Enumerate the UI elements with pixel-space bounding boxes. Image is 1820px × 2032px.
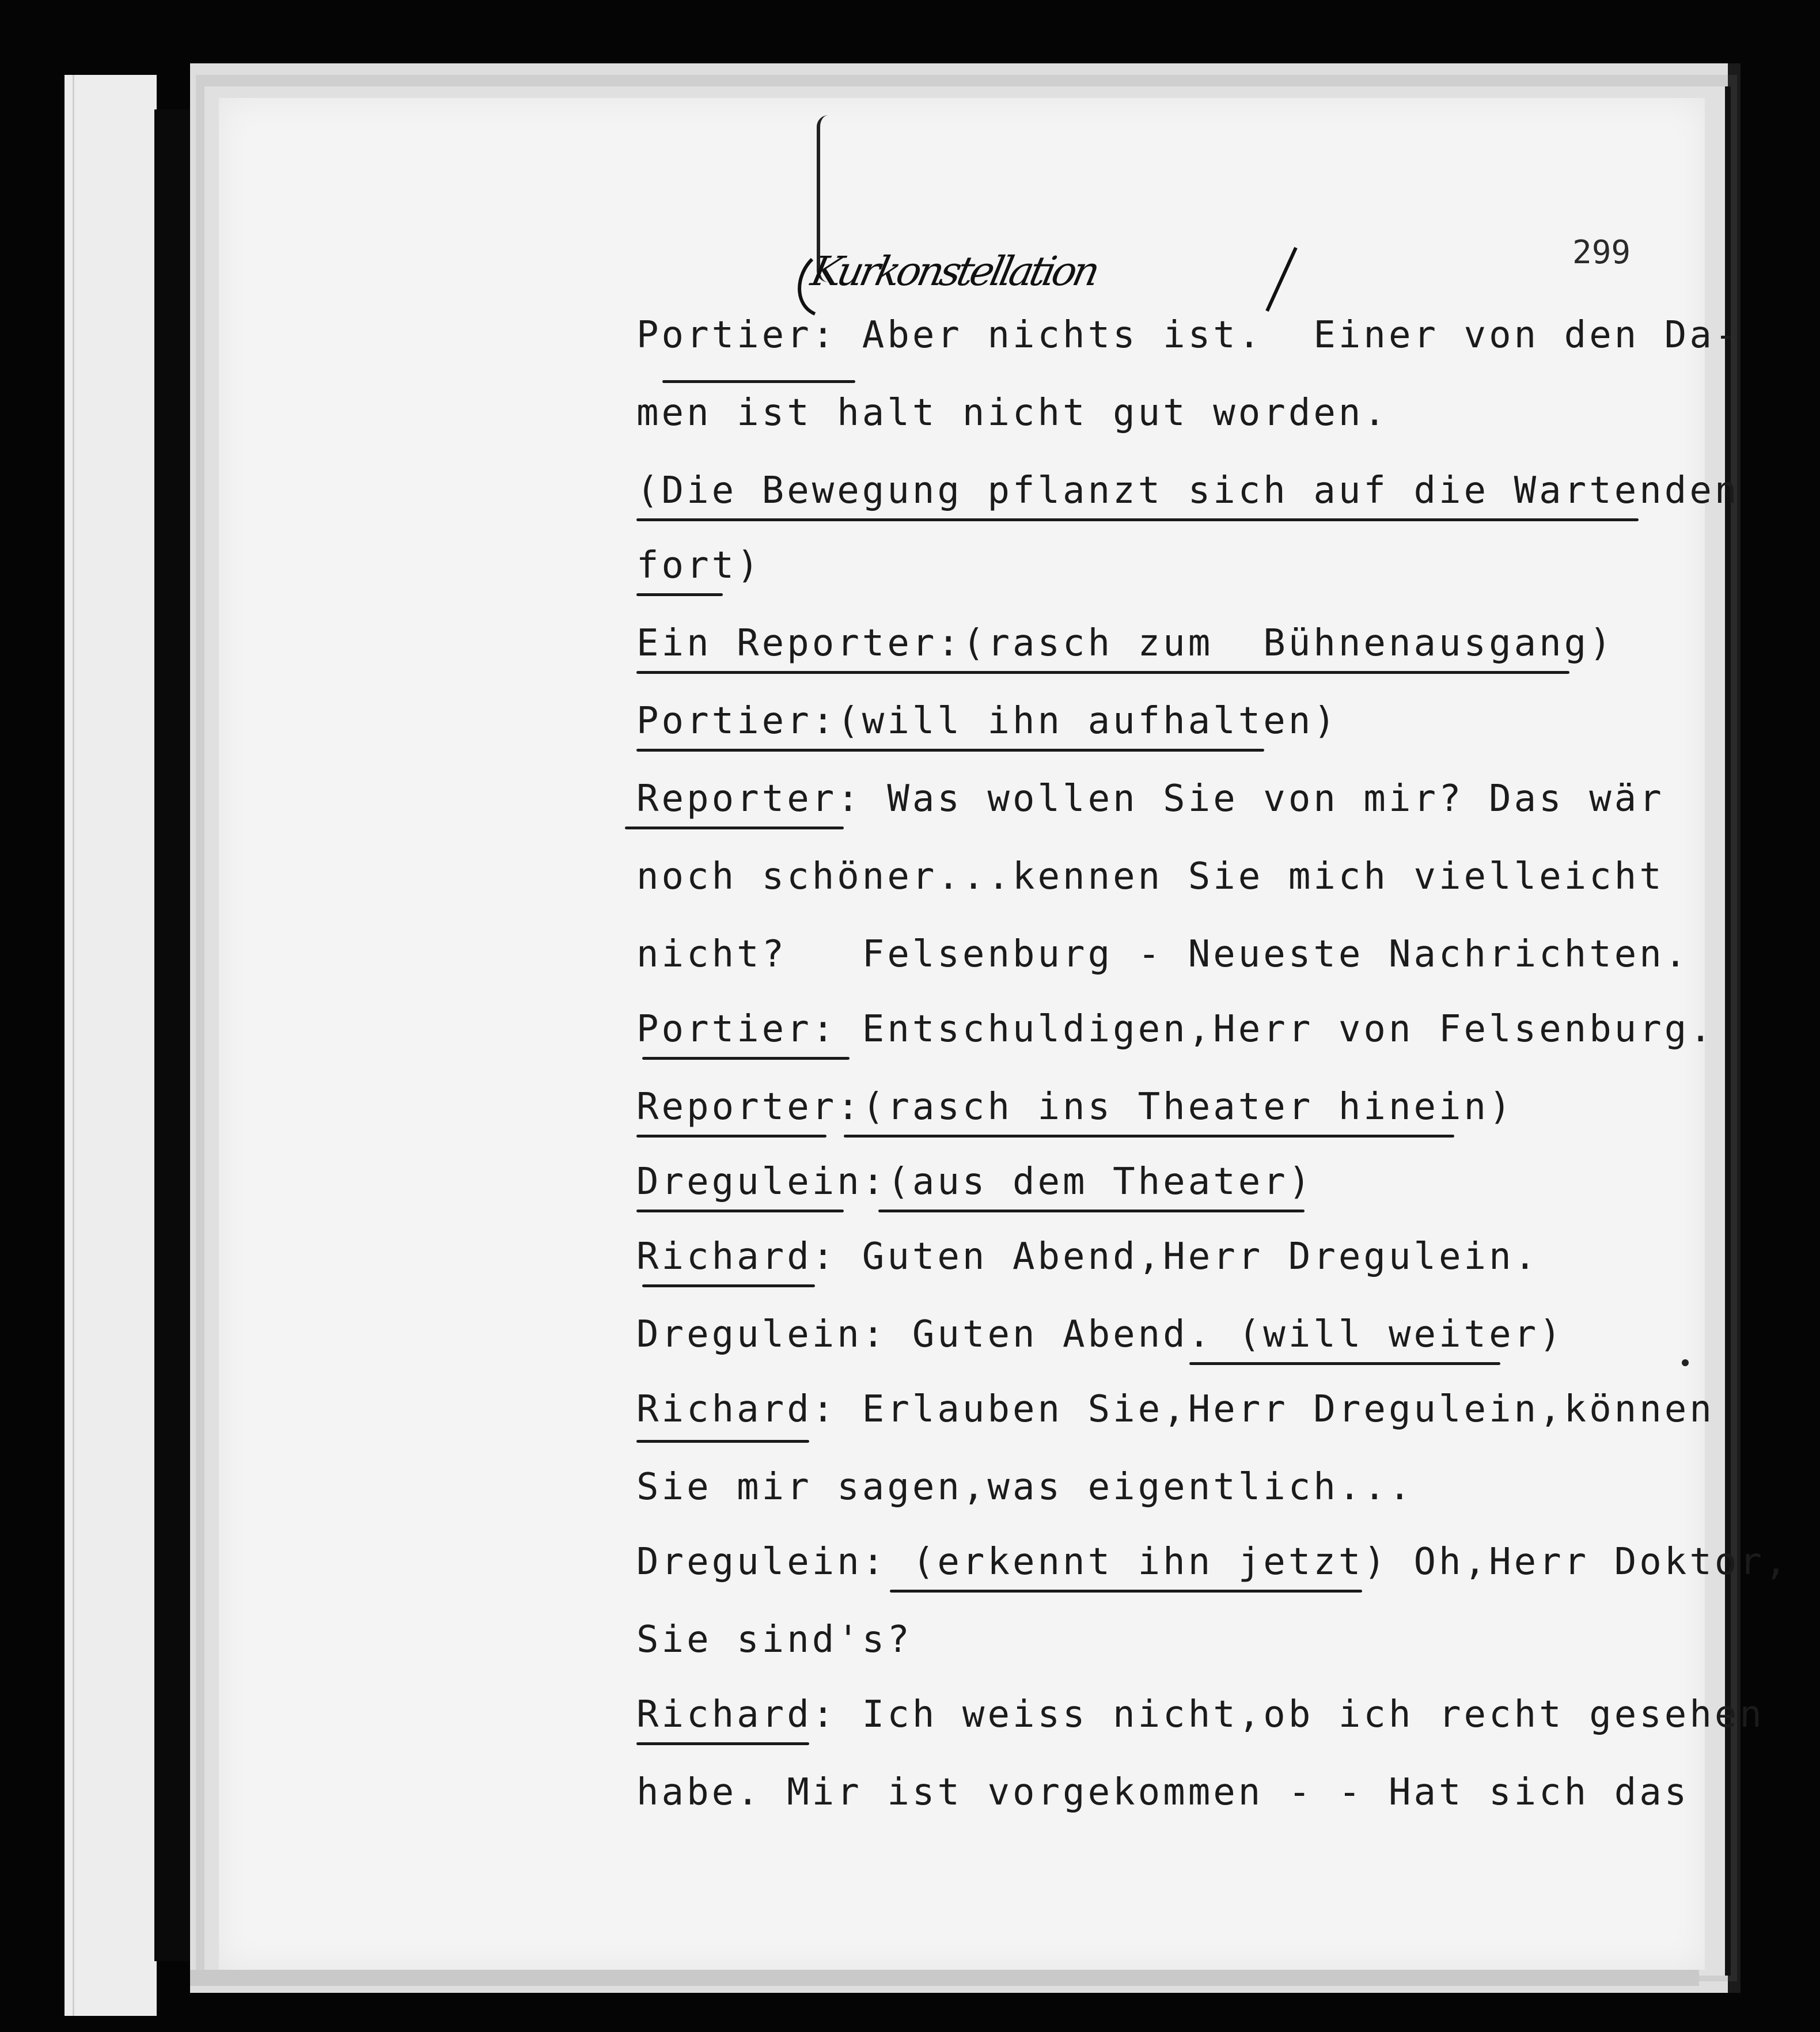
text-line: Reporter:(rasch ins Theater hinein) <box>636 1086 1514 1128</box>
text-line: Dregulein: Guten Abend. (will weiter) <box>636 1313 1564 1356</box>
text-line: Sie mir sagen,was eigentlich... <box>636 1466 1414 1508</box>
underline-mark <box>844 1135 1454 1138</box>
left-page-edge <box>65 75 157 2016</box>
underline-mark <box>642 1284 815 1287</box>
text-line: men ist halt nicht gut worden. <box>636 392 1389 434</box>
text-line: nicht? Felsenburg - Neueste Nachrichten. <box>636 933 1690 976</box>
underline-mark <box>636 1440 809 1443</box>
text-line: Portier: Entschuldigen,Herr von Felsenburg. <box>636 1008 1715 1051</box>
text-line: Dregulein: (erkennt ihn jetzt) Oh,Herr Doktor, <box>636 1541 1790 1583</box>
text-line: Richard: Ich weiss nicht,ob ich recht gesehen <box>636 1693 1765 1736</box>
binding-shadow <box>154 109 195 1961</box>
underline-mark <box>642 1057 850 1060</box>
underline-mark <box>636 1135 826 1138</box>
text-line: Ein Reporter:(rasch zum Bühnenausgang) <box>636 622 1614 665</box>
underline-mark <box>878 1210 1305 1212</box>
text-line: Dregulein:(aus dem Theater) <box>636 1161 1314 1203</box>
underline-mark <box>636 1210 844 1212</box>
text-line: Richard: Erlauben Sie,Herr Dregulein,können <box>636 1388 1715 1431</box>
text-line: (Die Bewegung pflanzt sich auf die Wartenden <box>636 469 1740 512</box>
page-bottom-edge <box>190 1970 1699 1986</box>
text-line: Reporter: Was wollen Sie von mir? Das wär <box>636 778 1664 820</box>
text-line: habe. Mir ist vorgekommen - - Hat sich das <box>636 1771 1690 1814</box>
underline-mark <box>636 1742 809 1745</box>
underline-mark <box>662 380 855 383</box>
underline-mark <box>1189 1362 1500 1365</box>
underline-mark <box>636 749 1264 752</box>
text-line: Portier: Aber nichts ist. Einer von den Da- <box>636 314 1740 357</box>
text-line: fort) <box>636 544 762 587</box>
underline-mark <box>890 1590 1362 1593</box>
text-line: noch schöner...kennen Sie mich vielleicht <box>636 855 1664 898</box>
handwritten-annotation <box>789 225 1307 323</box>
text-line: Sie sind's? <box>636 1618 912 1661</box>
text-line: Portier:(will ihn aufhalten) <box>636 700 1339 742</box>
ink-dot <box>1682 1359 1689 1366</box>
underline-mark <box>625 827 844 829</box>
underline-mark <box>636 518 1639 521</box>
underline-mark <box>636 671 1569 674</box>
handwritten-note: Kurkonstellation <box>807 248 1101 295</box>
page-number: 299 <box>1572 234 1631 271</box>
underline-mark <box>636 593 723 596</box>
text-line: Richard: Guten Abend,Herr Dregulein. <box>636 1235 1540 1278</box>
